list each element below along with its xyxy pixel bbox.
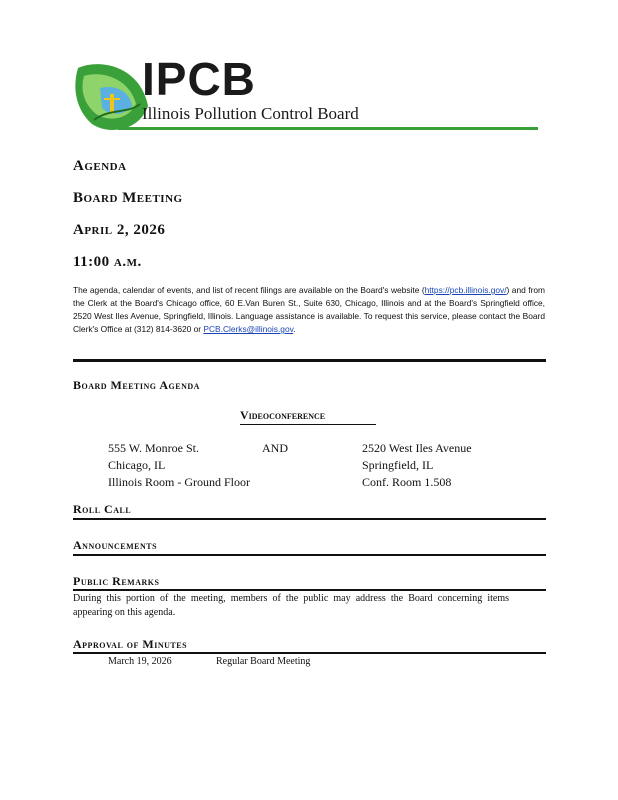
chicago-room: Illinois Room - Ground Floor <box>108 475 251 489</box>
springfield-address: 2520 West Iles Avenue <box>362 441 472 455</box>
section-divider <box>73 359 546 362</box>
minutes-divider <box>73 652 546 654</box>
intro-text-3: . <box>293 324 296 334</box>
meeting-title: Board Meeting <box>73 190 183 206</box>
roll-call-heading: Roll Call <box>73 502 132 516</box>
website-link[interactable]: https://pcb.illinois.gov/ <box>424 285 507 295</box>
meeting-date: April 2, 2026 <box>73 222 166 238</box>
meeting-time: 11:00 a.m. <box>73 254 142 270</box>
chicago-address: 555 W. Monroe St. <box>108 441 200 455</box>
intro-text-2: ) and from the Clerk at the Board's Chicago office, 60 E.Van Buren St., Suite 630, Chicago, Illinois and at the Board's Springfield office, 2520 West Iles Avenue, Springfield, Illinois. Language assistance is available. To request this service, please contact the Board Clerk's Office at (312) 814-3620 or <box>73 285 545 334</box>
and-label: AND <box>262 441 288 455</box>
announcements-heading: Announcements <box>73 538 158 552</box>
clerk-email-link[interactable]: PCB.Clerks@illinois.gov <box>203 324 294 334</box>
minutes-date: March 19, 2026 <box>108 656 172 667</box>
public-remarks-divider <box>73 589 546 591</box>
springfield-city: Springfield, IL <box>362 458 434 472</box>
public-remarks-text: During this portion of the meeting, members of the public may address the Board concerning items appearing on this agenda. <box>73 593 509 618</box>
brand-name: IPCB <box>142 53 256 105</box>
minutes-type: Regular Board Meeting <box>216 656 311 667</box>
announcements-divider <box>73 554 546 556</box>
approval-of-minutes-heading: Approval of Minutes <box>73 637 188 651</box>
public-remarks-heading: Public Remarks <box>73 574 160 588</box>
board-meeting-agenda-heading: Board Meeting Agenda <box>73 378 200 392</box>
springfield-location <box>362 440 472 491</box>
roll-call-divider <box>73 518 546 520</box>
intro-paragraph <box>73 284 545 336</box>
videoconference-heading: Videoconference <box>240 408 376 425</box>
springfield-room: Conf. Room 1.508 <box>362 475 452 489</box>
intro-text-1: The agenda, calendar of events, and list of recent filings are available on the Board's website ( <box>73 285 425 295</box>
minutes-item <box>108 656 310 667</box>
org-name: Illinois Pollution Control Board <box>142 104 359 123</box>
header-divider <box>118 127 538 130</box>
chicago-city: Chicago, IL <box>108 458 166 472</box>
agenda-title: Agenda <box>73 158 127 174</box>
chicago-location <box>108 440 250 491</box>
